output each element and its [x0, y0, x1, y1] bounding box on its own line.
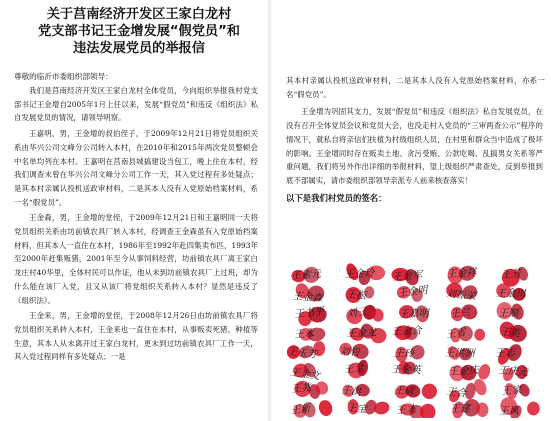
member-signature: 王全	[343, 362, 365, 376]
paragraph-continuation: 其本村亲属认投机送政审材料，二是其本人没有入党原始档案材料，亦系一名“假党员”。	[286, 76, 545, 99]
member-signature: 王金庆	[448, 365, 479, 378]
member-signature: 刘振荣	[445, 288, 477, 303]
member-signature: 王金祥	[446, 267, 477, 281]
letter-title	[20, 6, 258, 57]
signature-heading: 以下是我们村党员的签名：	[286, 192, 387, 203]
paragraph-intro: 我们是莒南经济开发区王家白龙村全体党员，今向组织举报我村党支部书记王金增自2005年1月上任以来，发展“假党员”和违反《组织法》私自发展党员的情况，请领导明察。	[14, 86, 258, 123]
member-signature: 王金英	[390, 364, 422, 377]
member-signature: 王芳	[500, 268, 522, 281]
member-signature: 王金明	[397, 284, 429, 300]
fingerprint-mark	[474, 329, 485, 341]
member-signature: 王玉芳	[286, 346, 318, 361]
member-signature: 王金军	[391, 270, 423, 284]
member-signature: 王合	[445, 386, 467, 400]
member-signature: 王成	[393, 385, 415, 398]
title-line-2: 党支部书记王金增发展“假党员”和	[38, 24, 240, 39]
member-signature: 王庆元	[497, 365, 529, 379]
member-signature: 王兆	[291, 382, 312, 396]
member-signature: 王永	[293, 328, 315, 341]
member-signature: 王金合	[391, 325, 422, 338]
member-signature: 王素元	[290, 269, 322, 283]
member-signature: 刘三	[346, 306, 368, 321]
member-signature: 刘岩	[339, 346, 360, 359]
fingerprint-mark	[317, 399, 334, 418]
member-signature: 王兰	[449, 307, 471, 321]
member-signature: 王志	[495, 347, 516, 360]
fingerprint-mark	[476, 362, 492, 381]
fingerprint-mark	[419, 381, 439, 401]
member-signature: 王金玲	[344, 268, 375, 281]
signatures-with-fingerprints	[285, 260, 547, 418]
member-signature: 王金川	[495, 288, 526, 300]
member-signature: 王家	[501, 385, 522, 398]
member-signature: 王洪	[340, 385, 362, 399]
member-signature: 王玲	[393, 348, 415, 361]
member-signature: 王英	[499, 326, 521, 340]
member-signature: 王振	[345, 289, 367, 302]
title-line-3: 违法发展党员的举报信	[73, 41, 205, 56]
fingerprint-mark	[418, 402, 436, 418]
member-signature: 王建	[449, 403, 471, 415]
member-signature: 王顺	[497, 307, 519, 320]
member-signature: 王金森	[291, 290, 323, 305]
paragraph-summary: 王金增为巩固其支力，发展“假党员”和违反《组织法》私自发展党员，在没有召开全体党员会议和党员大会，也没走村入党员的“三审两查公示”程序的情况下，就私自将亲信们扶植为村级组织人员，在村里和群众当中造成了极坏的影响。王金增同时存在贩卖土地、贪污受贿、公款吃喝、乱搞男女关系等严重问题，我们将另外作出详细的举报材料，望上级组织严肃查处，反到举报到底不部属实，请市委组织部领导亲派专人前来核查落实！	[286, 107, 543, 185]
member-signature: 王才	[395, 403, 417, 417]
member-signature: 王风	[498, 405, 519, 417]
member-signature: 王洪洲	[444, 347, 475, 360]
member-signature: 王宝	[346, 402, 368, 416]
salutation: 尊敬的临沂市委组织部领导：	[14, 72, 113, 81]
fingerprint-mark	[527, 401, 540, 415]
member-signature: 王嘉明	[398, 308, 429, 321]
member-signature: 王书平	[293, 306, 325, 321]
member-signature: 王金龙	[346, 327, 377, 340]
title-line-1: 关于莒南经济开发区王家白龙村	[46, 7, 232, 22]
member-signature: 王金文	[289, 367, 321, 383]
signature-block	[285, 260, 547, 418]
paragraph-wang-jinlai: 王金来，男，王金增的堂侄，于2008年12月26日由坊前镇农具厂将党员组织关系转入本村，王金来也一直住在本村，从事贩卖死猪、种植等生意，其本人从未离开过王家白龙村，更未到过坊前镇农具厂工作一天，其入党过程同样有多处疑点；一是	[14, 311, 258, 362]
paragraph-wang-jinsen: 王金森，男，王金增的堂侄，于2009年12月21日和王嘉明同一天将党员组织关系由坊前镇农具厂转入本村，经调查王金森虽有入党原始档案材料，但其本人一直住在本村，1986年至1992年赴四集卖布匹，1993年至2000年赶集贩猪，2001年至今从事饲料经营，坊前镇农具厂离王家白龙庄村40华里，全体村民可以作证，他从未到坊前镇农具厂上过班，却为什么能在该厂入党，且又从该厂将党组织关系转入本村？显然是违反了《组织法》。	[14, 213, 258, 305]
paragraph-wang-jiaming: 王嘉明，男，王金增的叔伯侄子，于2009年12月21日将党员组织关系由华兴公司文峰分公司转入本村，在2010年和2015年两次党员整顿会中名单均列在本村。王嘉明在莒南县城搞建设当包工，晚上住在本村，经我们调查未曾在华兴公司文峰分公司工作一天，其入党过程有多处疑点；是其本村亲属认投机送政审材料，二是其本人没有入党原始档案材料，系一名“假党员”。	[14, 129, 258, 207]
member-signature: 王雪	[445, 327, 467, 341]
left-page	[0, 0, 268, 421]
member-signature: 王新	[289, 403, 311, 417]
